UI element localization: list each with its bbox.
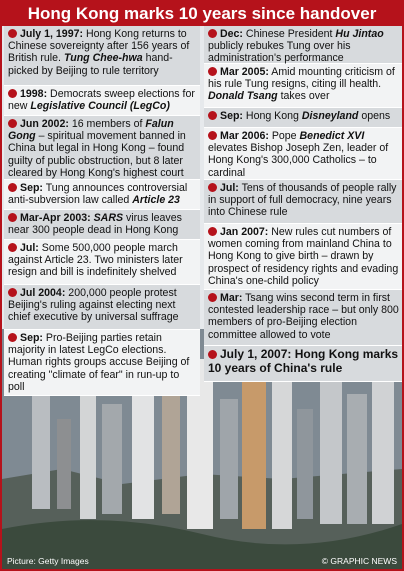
timeline-entry	[4, 180, 200, 210]
entry-date: 1998:	[20, 88, 48, 100]
entry-text: Pro-Beijing parties retain majority in latest LegCo elections. Human rights groups accuse Beijing of creating "climate of fear" in run-up to poll	[8, 332, 190, 393]
bullet-icon	[8, 29, 17, 38]
timeline-entry	[4, 86, 200, 116]
entry-date: Jan 2007:	[220, 226, 269, 238]
bullet-icon	[208, 350, 217, 359]
entry-date: Mar:	[220, 292, 243, 304]
timeline-entry	[4, 330, 200, 396]
entry-date: July 1, 2007:	[220, 347, 292, 361]
bullet-icon	[208, 29, 217, 38]
entry-text: 200,000 people protest Beijing's ruling against electing next chief executive by universal suffrage	[8, 287, 179, 324]
entry-emphasis: Tung Chee-hwa	[63, 52, 143, 65]
agency-credit: © GRAPHIC NEWS	[321, 556, 397, 566]
entry-text: opens	[358, 110, 391, 122]
bullet-icon	[8, 183, 17, 192]
bullet-icon	[8, 333, 17, 342]
bullet-icon	[8, 288, 17, 297]
entry-date: Mar-Apr 2003:	[20, 212, 91, 224]
entry-date: July 1, 1997:	[20, 28, 84, 40]
timeline-entry	[4, 285, 200, 330]
bullet-icon	[208, 293, 217, 302]
bullet-icon	[208, 183, 217, 192]
bullet-icon	[208, 111, 217, 120]
timeline-left-column	[4, 26, 200, 396]
entry-date: Dec:	[220, 28, 243, 40]
entry-emphasis: Article 23	[132, 194, 180, 207]
entry-text: Hong Kong	[242, 110, 302, 122]
bullet-icon	[8, 243, 17, 252]
entry-emphasis: Hu Jintao	[335, 28, 384, 40]
timeline-entry	[204, 290, 402, 346]
timeline-right-column	[204, 26, 402, 382]
entry-text: elevates Bishop Joseph Zen, leader of Hong Kong's 300,000 Catholics – to cardinal	[208, 142, 389, 179]
entry-date: Mar 2005:	[220, 66, 269, 78]
entry-date: Sep:	[20, 332, 43, 344]
timeline-entry-highlight	[204, 346, 402, 382]
timeline-entry	[204, 128, 402, 180]
entry-text: 16 members of	[68, 118, 146, 130]
bullet-icon	[8, 89, 17, 98]
entry-date: Sep:	[220, 110, 243, 122]
entry-text: Tsang wins second term in first contested leadership race – but only 800 members of pro-Beijing election committee allowed to vote	[208, 292, 399, 341]
entry-text: Tens of thousands of people rally in support of full democracy, nine years into Chinese rule	[208, 182, 397, 219]
timeline-entry	[4, 26, 200, 86]
timeline-entry	[204, 224, 402, 290]
entry-emphasis: Falun Gong	[8, 118, 174, 143]
entry-text: Some 500,000 people march against Article 23. Two ministers later resign and bill is indefinitely shelved	[8, 242, 183, 279]
entry-emphasis: SARS	[93, 212, 124, 224]
entry-emphasis: Disneyland	[301, 110, 359, 122]
bullet-icon	[8, 213, 17, 222]
entry-emphasis: Benedict XVI	[299, 130, 365, 142]
bullet-icon	[208, 67, 217, 76]
headline: Hong Kong marks 10 years since handover	[2, 2, 402, 26]
entry-text: publicly rebukes Tung over his administration's performance	[208, 40, 351, 65]
entry-date: Mar 2006:	[220, 130, 269, 142]
entry-text: takes over	[277, 90, 330, 103]
entry-text: Tung announces controversial anti-subversion law called	[8, 182, 188, 207]
timeline-entry	[4, 240, 200, 285]
entry-text: hand-picked by Beijing to rule territory	[8, 52, 173, 77]
entry-date: Jul:	[20, 242, 39, 254]
entry-text: New rules cut numbers of women coming from mainland China to Hong Kong to give birth – drawn by prospect of residency rights and evading China's one-child policy	[208, 226, 399, 287]
entry-text: Hong Kong marks 10 years of China's rule	[208, 347, 399, 375]
entry-text: Amid mounting criticism of his rule Tung resigns, citing ill health.	[208, 66, 395, 91]
entry-emphasis: Donald Tsang	[208, 90, 278, 103]
photo-credit: Picture: Getty Images	[7, 556, 89, 566]
entry-date: Jun 2002:	[20, 118, 69, 130]
entry-date: Jul 2004:	[20, 287, 66, 299]
entry-emphasis: Legislative Council (LegCo)	[30, 100, 170, 113]
timeline-entry	[204, 26, 402, 64]
bullet-icon	[8, 119, 17, 128]
entry-date: Jul:	[220, 182, 239, 194]
entry-text: Chinese President	[242, 28, 336, 40]
timeline-entry	[204, 180, 402, 224]
timeline-entry	[204, 64, 402, 108]
timeline-entry	[4, 210, 200, 240]
bullet-icon	[208, 227, 217, 236]
entry-text: Democrats sweep elections for new	[8, 88, 195, 113]
entry-text: virus leaves near 300 people dead in Hong Kong	[8, 212, 182, 237]
timeline-entry	[4, 116, 200, 180]
entry-text: Hong Kong returns to Chinese sovereignty after 156 years of British rule.	[8, 28, 190, 65]
bullet-icon	[208, 131, 217, 140]
entry-text: – spiritual movement banned in China but legal in Hong Kong – found guilty of public obstruction, but 8 later cleared by Hong Kong's highest court	[8, 130, 186, 179]
entry-date: Sep:	[20, 182, 43, 194]
timeline-entry	[204, 108, 402, 128]
entry-text: Pope	[268, 130, 300, 142]
